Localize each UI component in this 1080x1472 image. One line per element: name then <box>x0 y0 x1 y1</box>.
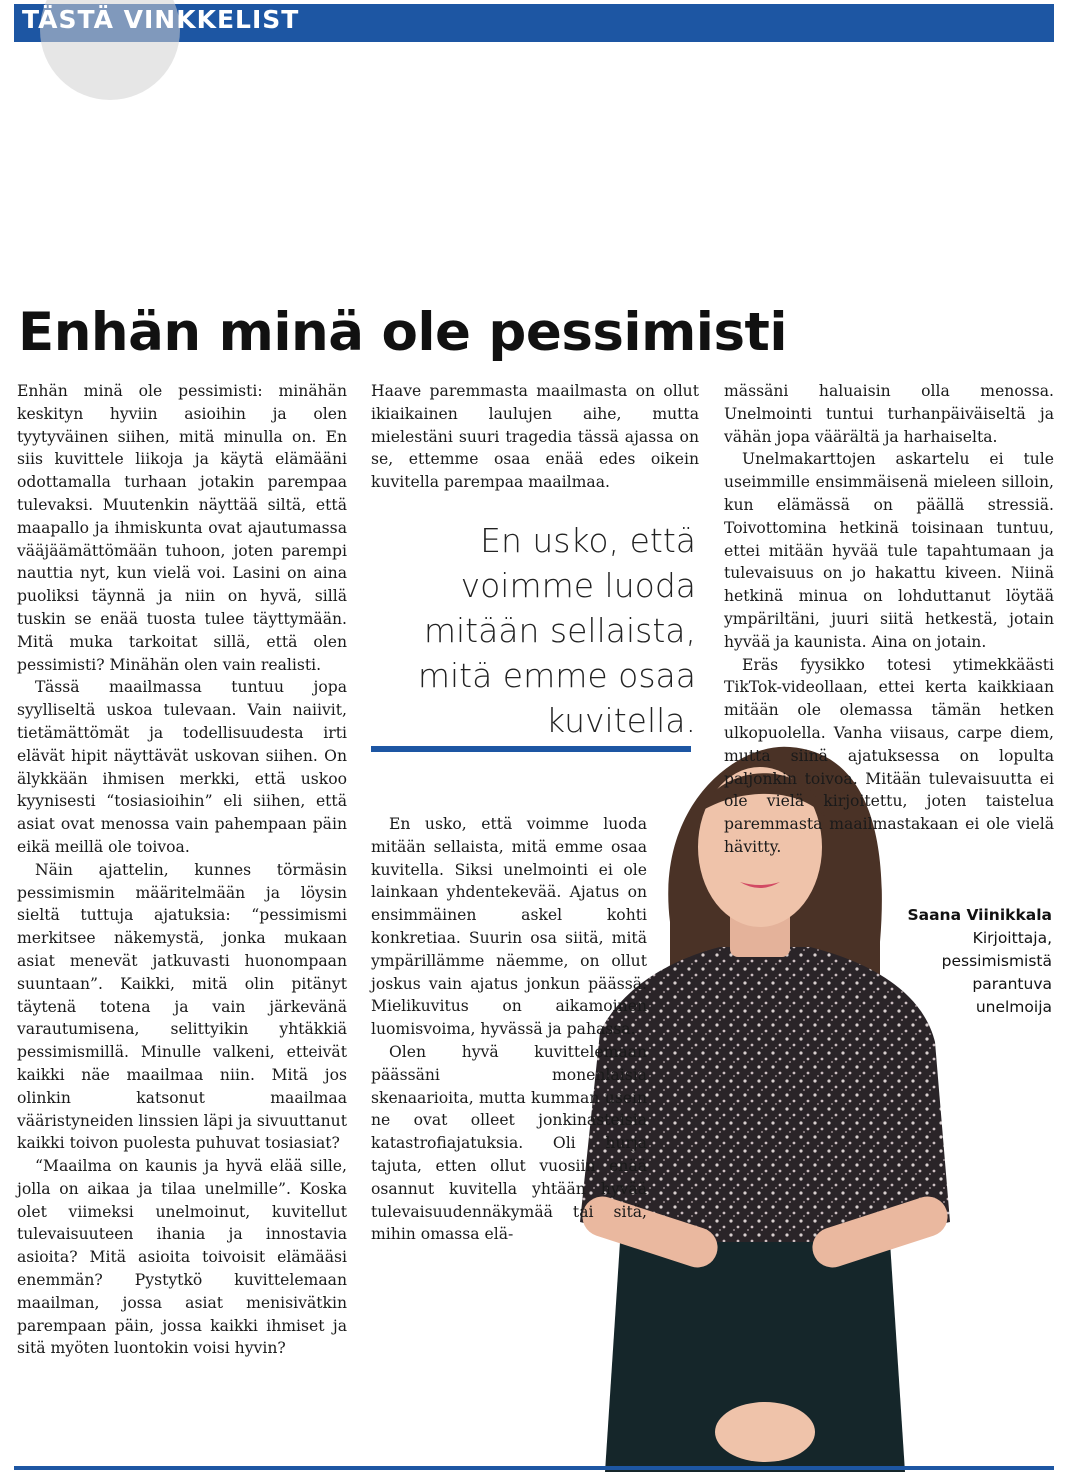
paragraph: Olen hyvä kuvittelemaan päässäni monenlaisia skenaarioita, mutta kumman usein ne ovat olleet jonkinasteisia katastrofiajatuksia. Oli hurja tajuta, etten ollut vuosiin enää osannut kuvitella yhtään hyvää tulevaisuudennäkymää tai sitä, mihin omassa elä- <box>371 1042 647 1244</box>
paragraph: Tässä maailmassa tuntuu jopa syylliseltä uskoa tulevaan. Vain naiivit, tietämättömät ja todellisuudesta irti elävät hipit näyttävät uskovan siihen. On älykkään ihmisen merkki, että uskoo kyynisesti “tosiasioihin” eli siihen, että asiat ovat menossa vain pahempaan päin eikä meillä ole toivoa. <box>17 678 347 856</box>
pull-quote: En usko, että voimme luoda mitään sellaista, mitä emme osaa kuvitella. <box>417 521 696 740</box>
paragraph: Unelmakarttojen askartelu ei tule useimmille ensimmäisenä mieleen silloin, kun elämässä on päällä stressiä. Toivottomina hetkinä toisinaan tuntuu, ettei mitään hyvää tule tapahtumaan ja tulevaisuus on jo hakattu kiveen. Niinä hetkinä minua on lohduttanut löytää ympäriltäni, juuri siitä hetkestä, jotain hyvää ja kaunista. Aina on jotain. <box>724 450 1054 651</box>
section-title: TÄSTÄ VINKKELIST <box>22 5 300 34</box>
paragraph: Haave paremmasta maailmasta on ollut ikiaikainen laulujen aihe, mutta mielestäni suuri tragedia tässä ajassa on se, ettemme osaa enää edes oikein kuvitella parempaa maailmaa. <box>371 382 699 492</box>
paragraph: En usko, että voimme luoda mitään sellaista, mitä emme osaa kuvitella. Siksi unelmointi ei ole lainkaan yhdentekevää. Ajatus on ensimmäinen askel kohti konkretiaa. Suurin osa siitä, mitä ympärillämme näemme, on ollut joskus vain ajatus jonkun päässä. Mielikuvitus on aikamoinen luomisvoima, hyvässä ja pahassa. <box>371 815 647 1039</box>
author-role: unelmoija <box>975 998 1052 1016</box>
hands-shape <box>715 1402 815 1462</box>
paragraph: mässäni haluaisin olla menossa. Unelmointi tuntui turhanpäiväiseltä ja vähän jopa väärältä ja harhaiselta. <box>724 382 1054 446</box>
paragraph: Eräs fyysikko totesi ytimekkäästi TikTok-videollaan, ettei kerta kaikkiaan mitään ole olemassa tämän hetken ulkopuolella. Vanha viisaus, carpe diem, mutta siinä ajatuksessa on lopulta paljonkin toivoa. Mitään tulevaisuutta ei ole vielä kirjoitettu, joten taistelua paremmasta maailmastakaan ei ole vielä hävitty. <box>724 655 1054 856</box>
author-name: Saana Viinikkala <box>907 906 1052 924</box>
article-headline: Enhän minä ole pessimisti <box>18 302 788 363</box>
paragraph: “Maailma on kaunis ja hyvä elää sille, jolla on aikaa ja tilaa unelmille”. Koska olet viimeksi unelmoinut, kuvitellut tulevaisuuteen ihania ja innostavia asioita? Mitä asioita toivoisit elämääsi enemmän? Pystytkö kuvittelemaan maailman, jossa asiat menisivätkin parempaan päin, jossa kaikki ihmiset ja sitä myöten luontokin voisi hyvin? <box>17 1157 347 1358</box>
author-role: parantuva <box>972 975 1052 993</box>
article-column-2-top <box>371 380 699 494</box>
article-column-1 <box>17 380 347 1360</box>
article-column-2-bottom <box>371 813 647 1246</box>
paragraph: Näin ajattelin, kunnes törmäsin pessimismin määritelmään ja löysin sieltä tuttuja ajatuksia: “pessimismi merkitsee näkemystä, jonka mukaan asiat menevät jatkuvasti huonompaan suuntaan”. Kaikki, mitä olin pitänyt täytenä totena ja vain järkevänä varautumisena, selittyikin yhtäkkiä pessimismillä. Minulle valkeni, etteivät kaikki näe maailmaa niin. Mitä jos olinkin katsonut maailmaa vääristyneiden linssien läpi ja sivuuttanut kaikki toivon puolesta puhuvat tosiasiat? <box>17 860 347 1153</box>
bottom-rule <box>14 1466 1054 1470</box>
author-role: Kirjoittaja, <box>972 929 1052 947</box>
author-signature <box>907 904 1052 1019</box>
article-column-3 <box>724 380 1054 859</box>
author-role: pessimismistä <box>941 952 1052 970</box>
paragraph: Enhän minä ole pessimisti: minähän keskityn hyviin asioihin ja olen tyytyväinen siihen, mitä minulla on. En siis kuvittele liikoja ja käytä elämääni odottamalla turhaan jotakin parempaa tulevaksi. Muutenkin näyttää siltä, että maapallo ja ihmiskunta ovat ajautumassa vääjäämättömään tuhoon, joten parempi nauttia nyt, kun vielä voi. Lasini on aina puoliksi täynnä ja niin on hyvä, sillä tuskin se enää tuosta tulee täyttymään. Mitä muka tarkoitat sillä, että olen pessimisti? Minähän olen vain realisti. <box>17 382 347 674</box>
